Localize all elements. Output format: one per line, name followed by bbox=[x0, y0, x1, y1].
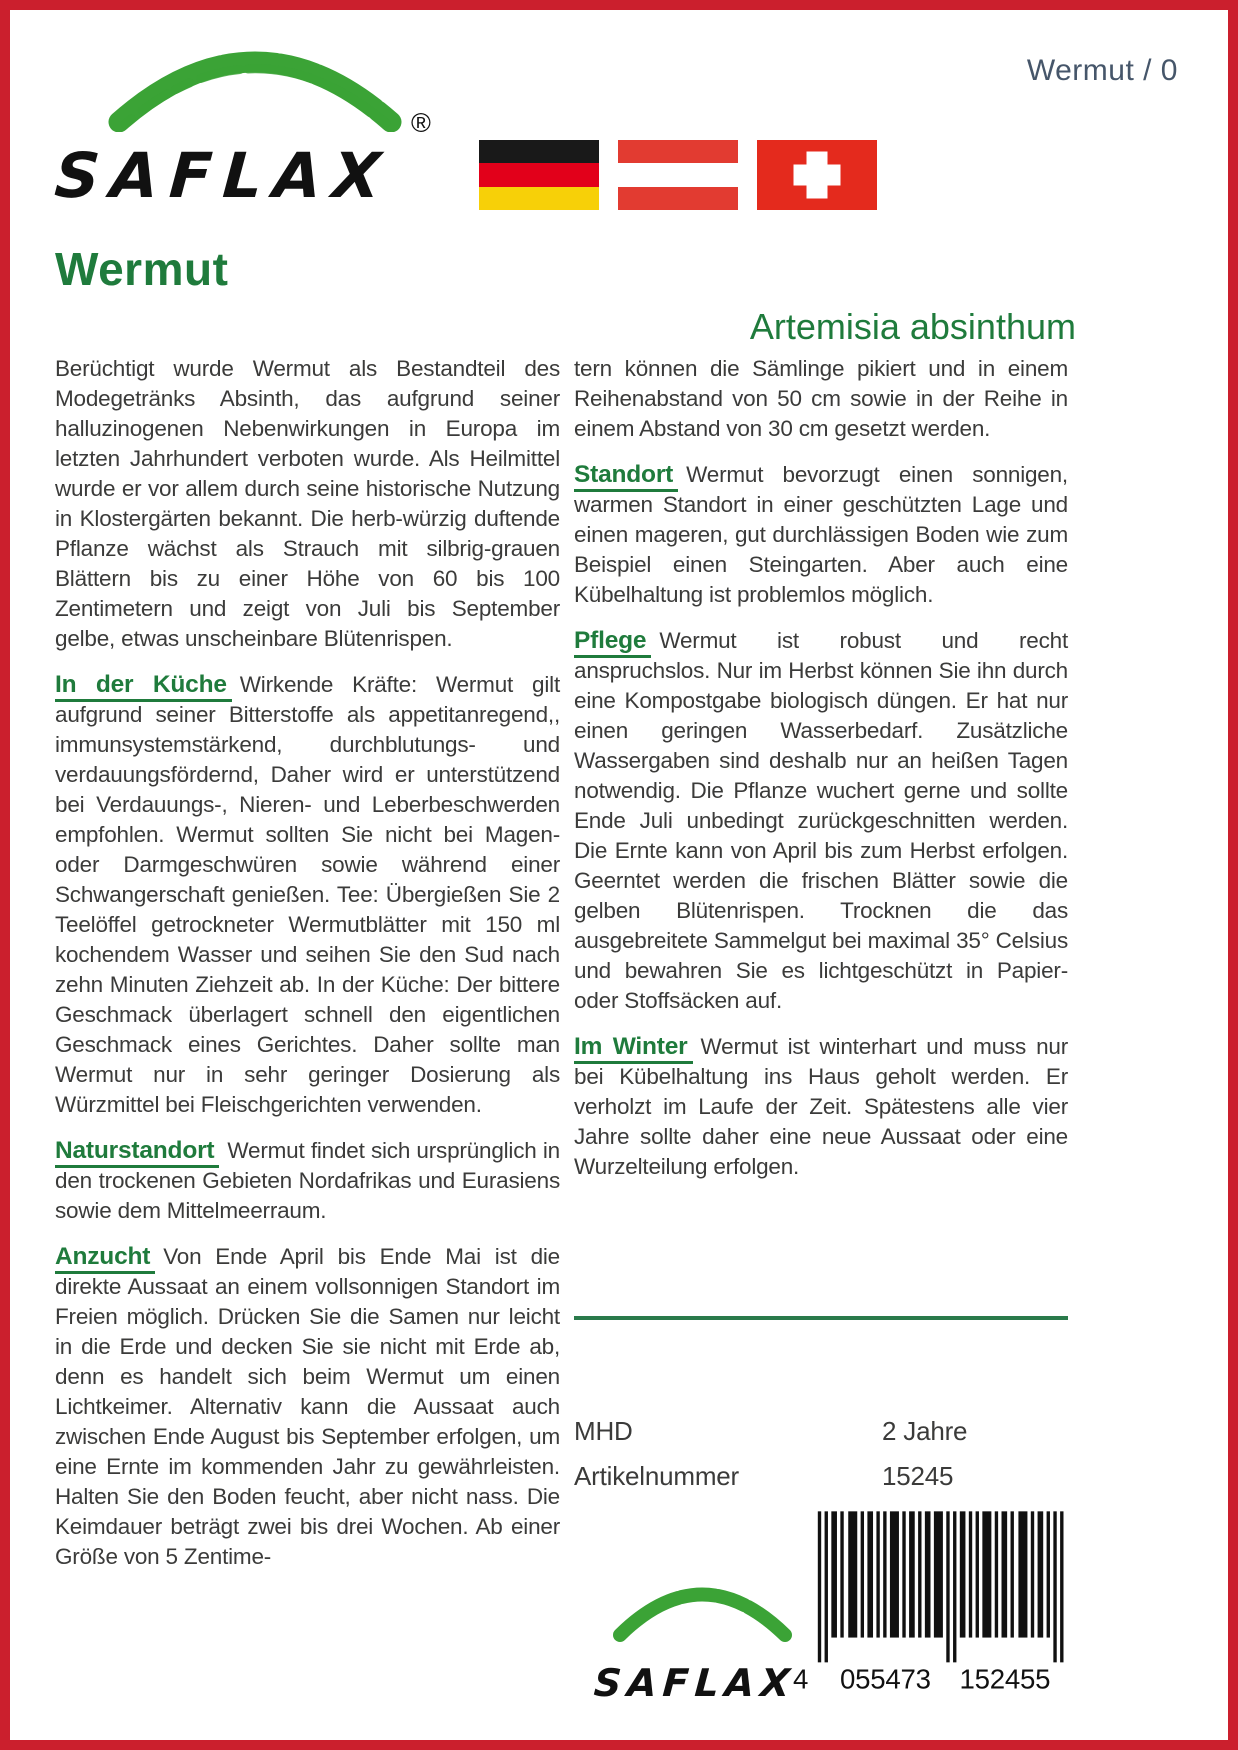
section-text: Wermut findet sich ursprünglich in den trockenen Gebieten Nordafrikas und Eurasiens sowie dem Mittelmeerraum. bbox=[55, 1138, 560, 1223]
page-title: Wermut bbox=[55, 243, 229, 295]
section-text: Wermut bevorzugt einen sonnigen, warmen Standort in einer geschützten Lage und einen mageren, gut durchlässigen Boden wie zum Beispiel einen Steingarten. Aber auch eine Kübelhaltung ist problemlos möglich. bbox=[574, 462, 1068, 607]
footer-block bbox=[574, 1316, 1068, 1705]
barcode-icon bbox=[784, 1511, 1068, 1692]
section-standort bbox=[574, 460, 1068, 610]
section-text: Wirkende Kräfte: Wermut gilt aufgrund seiner Bitterstoffe als appetitanregend,, immunsystemstärkend, durchblutungs- und verdauungsfördernd, Daher wird er unterstützend bei Verdauungs-, Nieren- und Leberbeschwerden empfohlen. Wermut sollten Sie nicht bei Magen- oder Darmgeschwüren sowie während einer Schwangerschaft genießen. Tee: Übergießen Sie 2 Teelöffel getrockneter Wermutblätter mit 150 ml kochendem Wasser und seihen Sie den Sud nach zehn Minuten Ziehzeit ab. In der Küche: Der bittere Geschmack überlagert schnell den eigentlichen Geschmack eines Gerichtes. Daher sollte man Wermut nur in sehr geringer Dosierung als Würzmittel bei Fleischgerichten verwenden. bbox=[55, 672, 560, 1117]
header bbox=[52, 26, 1228, 216]
page-ref: Wermut / 0 bbox=[1026, 54, 1178, 87]
section-heading: Standort bbox=[574, 461, 678, 492]
section-text: Von Ende April bis Ende Mai ist die direkte Aussaat an einem vollsonnigen Standort im Freien möglich. Drücken Sie die Samen nur leicht in die Erde und decken Sie sie nicht mit Erde ab, denn es handelt sich beim Wermut um einen Lichtkeimer. Alternativ kann die Aussaat auch zwischen Ende August bis September erfolgen, um eine Ernte im kommenden Jahr zu gewährleisten. Halten Sie den Boden feucht, aber nicht nass. Die Keimdauer beträgt zwei bis drei Wochen. Ab einer Größe von 5 Zentime- bbox=[55, 1244, 560, 1569]
brand-arc-icon bbox=[105, 44, 405, 132]
section-text: Wermut ist winterhart und muss nur bei Kübelhaltung ins Haus geholt werden. Er verholzt im Laufe der Zeit. Spätestens alle vier Jahre sollte daher eine neue Aussaat oder eine Wurzelteilung erfolgen. bbox=[574, 1034, 1068, 1179]
intro-continuation: tern können die Sämlinge pikiert und in einem Reihenabstand von 50 cm sowie in der Reihe in einem Abstand von 30 cm gesetzt werden. bbox=[574, 356, 1068, 441]
mhd-value: 2 Jahre bbox=[882, 1416, 968, 1446]
flag-germany-icon bbox=[479, 140, 599, 210]
registered-trademark-icon: ® bbox=[411, 108, 431, 138]
brand-arc-icon bbox=[610, 1580, 795, 1642]
section-heading: Naturstandort bbox=[55, 1137, 219, 1168]
text-columns bbox=[55, 354, 1228, 1705]
brand-name: SAFLAX bbox=[52, 139, 394, 212]
title-row bbox=[55, 242, 1076, 348]
brand-name: SAFLAX bbox=[592, 1661, 798, 1705]
intro-paragraph: Berüchtigt wurde Wermut als Bestandteil des Modegetränks Absinth, das aufgrund seiner halluzinogenen Nebenwirkungen in Europa im letzten Jahrhundert verboten wurde. Als Heilmittel wurde er vor allem durch seine historische Nutzung in Klostergärten bekannt. Die herb-würzig duftende Pflanze wächst als Strauch mit silbrig-grauen Blättern bis zu einer Höhe von 60 bis 100 Zentimetern und zeigt von Juli bis September gelbe, etwas unscheinbare Blütenrispen. bbox=[55, 356, 560, 651]
artikelnummer-value: 15245 bbox=[882, 1461, 954, 1491]
artikelnummer-label: Artikelnummer bbox=[574, 1461, 739, 1491]
section-in-der-kueche bbox=[55, 670, 560, 1120]
artikelnummer-row bbox=[574, 1461, 1068, 1491]
section-anzucht bbox=[55, 1242, 560, 1572]
section-naturstandort bbox=[55, 1136, 560, 1226]
barcode-group2: 152455 bbox=[959, 1663, 1051, 1692]
barcode bbox=[784, 1511, 1068, 1700]
section-heading: In der Küche bbox=[55, 671, 232, 702]
footer-brand-logo bbox=[592, 1580, 798, 1705]
section-pflege bbox=[574, 626, 1068, 1016]
product-info bbox=[574, 1416, 1068, 1491]
footer-brand-row bbox=[574, 1511, 1068, 1705]
section-im-winter bbox=[574, 1032, 1068, 1182]
section-heading: Im Winter bbox=[574, 1033, 693, 1064]
section-text: Wermut ist robust und recht anspruchslos. Nur im Herbst können Sie ihn durch eine Kompostgabe biologisch düngen. Er hat nur einen geringen Wasserbedarf. Zusätzliche Wassergaben sind deshalb nur an heißen Tagen notwendig. Die Pflanze wuchert gerne und sollte Ende Juli unbedingt zurückgeschnitten werden. Die Ernte kann von April bis zum Herbst erfolgen. Geerntet werden die frischen Blätter sowie die gelben Blütenrispen. Trocknen die das ausgebreitete Sammelgut bei maximal 35° Celsius und bewahren Sie es lichtgeschützt in Papier- oder Stoffsäcken auf. bbox=[574, 628, 1068, 1013]
section-heading: Anzucht bbox=[55, 1243, 155, 1274]
left-column bbox=[55, 354, 560, 1700]
mhd-row bbox=[574, 1416, 1068, 1446]
botanical-name: Artemisia absinthum bbox=[749, 306, 1076, 347]
barcode-prefix: 4 bbox=[793, 1663, 809, 1692]
footer-divider bbox=[574, 1316, 1068, 1320]
flag-switzerland-icon bbox=[757, 140, 877, 210]
section-heading: Pflege bbox=[574, 627, 651, 658]
right-column bbox=[574, 354, 1068, 1705]
flag-austria-icon bbox=[618, 140, 738, 210]
country-flags bbox=[479, 140, 877, 216]
brand-logo bbox=[52, 30, 463, 216]
barcode-group1: 055473 bbox=[840, 1663, 931, 1692]
mhd-label: MHD bbox=[574, 1416, 633, 1446]
